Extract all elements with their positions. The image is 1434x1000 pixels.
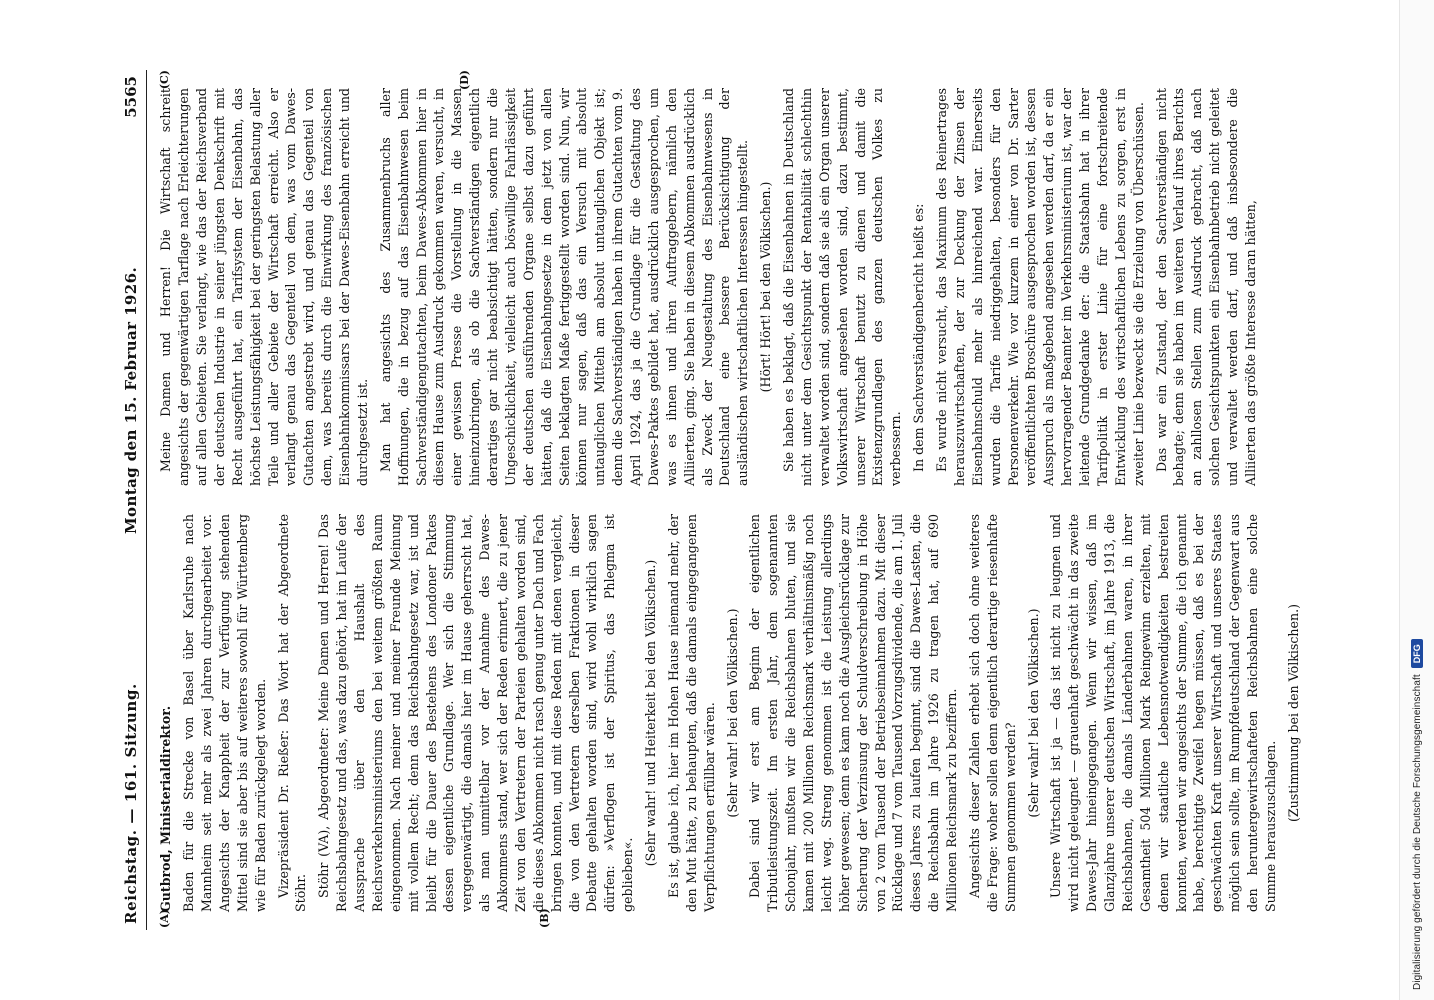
- interjection: (Sehr wahr! und Heiterkeit bei den Völkischen.): [643, 559, 659, 867]
- page-number: 5565: [122, 76, 140, 118]
- margin-marker-d: (D): [458, 70, 472, 90]
- scanned-page-area: [100, 60, 1390, 940]
- paragraph: Meine Damen und Herren! Die Wirtschaft schreit angesichts der gegenwärtigen Tarflage nach Erleichterungen auf allen Gebieten. Sie verlangt, wie das der Reichsverband der deutschen Industrie in seiner jüngsten Denkschrift mit Recht ausgeführt hat, ein Tarifsystem der Eisenbahn, das höchste Leistungsfähigkeit bei der geringsten Belastung aller Teile und aller Gebiete der Wirtschaft erreicht. Also er verlangt genau das Gegenteil von dem, was vom Dawes-Gutachten angestrebt wird, und genau das Gegenteil von dem, was bereits durch die Einwirkung des französischen Eisenbahnkommissars bei der Dawes-Eisenbahn erreicht und durchgesetzt ist.: [158, 88, 370, 486]
- interjection: (Zustimmung bei den Völkischen.): [1285, 604, 1301, 822]
- paragraph: Es ist, glaube ich, hier im Hohen Hause niemand mehr, der den Mut hätte, zu behaupten, daß die damals eingegangenen Verpflichtungen erfüllbar wären.: [665, 514, 717, 912]
- paragraph: Man hat angesichts des Zusammenbruchs aller Hoffnungen, die in bezug auf das Eisenbahnwesen beim Sachverständigengutachten, beim Dawes-Abkommen hier in diesem Hause zum Ausdruck gekommen waren, versucht, in einer gewissen Presse die Vorstellung in die Massen hineinzubringen, als ob die Sachverständigen eigentlich derartiges gar nicht beabsichtigt hätten, sondern nur die Ungeschicklichkeit, vielleicht auch böswillige Fahrlässigkeit der deutschen ausführenden Organe selbst dazu geführt hätten, daß die Eisenbahngesetze in dem jetzt von allen Seiten beklagten Maße fertiggestellt worden sind. Nun, wir können nur sagen, daß das ein Versuch mit absolut untauglichen Mitteln am absolut untauglichen Objekt ist; denn die Sachverständigen haben in ihrem Gutachten vom 9. April 1924, das ja die Grundlage für die Gestaltung des Dawes-Paktes gebildet hat, ausdrücklich ausgesprochen, um was es ihnen und ihren Auftraggebern, nämlich den Alliierten, ging. Sie haben in diesem Abkommen ausdrücklich als Zweck der Neugestaltung des Eisenbahnwesens in Deutschland eine bessere Berücksichtigung der ausländischen wirtschaftlichen Interessen hingestellt.: [377, 88, 751, 486]
- interjection: (Sehr wahr! bei den Völkischen.): [724, 608, 740, 818]
- header-date: Montag den 15. Februar 1926.: [122, 266, 140, 534]
- interjection: (Sehr wahr! bei den Völkischen.): [1025, 608, 1041, 818]
- interjection: (Hört! Hört! bei den Völkischen.): [758, 181, 774, 393]
- paragraph: Stöhr (VA), Abgeordneter: Meine Damen und Herren! Das Reichsbahngesetz und das, was dazu gehört, hat im Laufe der Aussprache über den Haushalt des Reichsverkehrsministeriums den bei weitem größten Raum eingenommen. Nach meiner und meiner Freunde Meinung mit vollem Recht; denn das Reichsbahngesetz war, ist und bleibt für die Dauer des Bestehens des Londoner Paktes dessen eigentliche Grundlage. Wer sich die Stimmung vergegenwärtigt, die damals hier im Hause geherrscht hat, als man unmittelbar vor der Annahme des Dawes-Abkommens stand, wer sich der Reden erinnert, die zu jener Zeit von den Vertretern der Parteien gehalten worden sind, die dieses Abkommen nicht rasch genug unter Dach und Fach bringen konnten, und mit diese Reden mit denen vergleicht, die von den Vertretern derselben Fraktionen in dieser Debatte gehalten worden sind, wird wohl wirklich sagen dürfen: »Verflogen ist der Spiritus, das Phlegma ist geblieben«.: [316, 514, 636, 912]
- paragraph: Dabei sind wir erst am Beginn der eigentlichen Tributleistungszeit. Im ersten Jahr, dem sogenannten Schonjahr, mußten wir die Reichsbahnen bluten, und sie kamen mit 200 Millionen Reichsmark verhältnismäßig noch leicht weg. Streng genommen ist die Leistung allerdings höher gewesen; denn es kam noch die Ausgleichsrücklage zur Sicherung der Verzinsung der Schuldverschreibung in Höhe von 2 vom Tausend der Betriebseinnahmen dazu. Mit dieser Rücklage und 7 vom Tausend Vorzugsdividende, die am 1. Juli dieses Jahres zu laufen beginnt, sind die Dawes-Lasten, die die Reichsbahn im Jahre 1926 zu tragen hat, auf 690 Millionen Reichsmark zu beziffern.: [747, 514, 960, 912]
- dfg-notice: [1402, 10, 1432, 990]
- left-column: [157, 514, 1307, 928]
- margin-marker-b: (B): [538, 908, 552, 928]
- quotation: Es wurde nicht versucht, das Maximum des Reinertrages herauszuwirtschaften, der zur Deckung der Zinsen der Eisenbahnschuld mehr als hinreichend war. Einerseits wurden die Tarife niedriggehalten, besonders für den Personenverkehr. Wie vor kurzem in einer von Dr. Sarter veröffentlichten Broschüre ausgesprochen worden ist, dessen Ausspruch als maßgebend angesehen werden darf, da er ein hervorragender Beamter im Verkehrsministerium ist, war der leitende Grundgedanke der: die Staatsbahn hat in ihrer Tarifpolitik in erster Linie für eine fortschreitende Entwicklung des wirtschaftlichen Lebens zu sorgen, erst in zweiter Linie bezweckt sie die Erzielung von Überschüssen.: [934, 88, 1146, 486]
- dfg-logo: DFG: [1411, 639, 1423, 668]
- speaker-line: Gutbrod, Ministerialdirektor.: [158, 705, 174, 912]
- funding-note: Digitalisierung gefördert durch die Deutsche Forschungsgemeinschaft: [1411, 674, 1423, 990]
- paragraph: In dem Sachverständigenbericht heißt es:: [911, 203, 927, 472]
- paragraph: Das war ein Zustand, der den Sachverständigen nicht behagte; denn sie haben im weiteren Verlauf ihres Berichts an zahllosen Stellen zum Ausdruck gebracht, daß nach solchen Gesichtspunkten ein Eisenbahnbetrieb nicht geleitet und verwaltet werden darf, und daß insbesondere die Alliierten das größte Interesse daran hätten,: [1153, 88, 1258, 486]
- paragraph: Baden für die Strecke von Basel über Karlsruhe nach Mannheim seit mehr als zwei Jahren durchgearbeitet vor. Angesichts der Knappheit der zur Verfügung stehenden Mittel sind sie aber bis auf weiteres sowohl für Württemberg wie für Baden zurückgelegt worden.: [181, 514, 268, 912]
- paragraph: Angesichts dieser Zahlen erhebt sich doch ohne weiteres die Frage: woher sollen denn eigentlich derartige riesenhafte Summen genommen werden?: [966, 514, 1018, 912]
- dfg-sidebar: [1399, 0, 1434, 1000]
- text-columns: [147, 70, 1307, 930]
- right-column: [157, 70, 1307, 486]
- header-title: Reichstag. — 161. Sitzung.: [122, 683, 140, 924]
- document-page: [115, 70, 1375, 930]
- margin-marker-a: (A): [158, 909, 172, 928]
- margin-marker-c: (C): [158, 70, 172, 90]
- page-header: [115, 70, 147, 930]
- paragraph: Unsere Wirtschaft ist ja — das ist nicht zu leugnen und wird nicht geleugnet — grauenhaft geschwächt in das zweite Dawes-Jahr hineingegangen. Wenn wir wissen, daß im Glanzjahre unserer deutschen Wirtschaft, im Jahre 1913, die Reichsbahnen, die damals Länderbahnen waren, in ihrer Gesamtheit 504 Millionen Mark Reingewinn erzielten, mit denen wir staatliche Lebensnotwendigkeiten bestreiten konnten, werden wir angesichts der Summe, die ich genannt habe, berechtigte Zweifel hegen müssen, daß es bei der geschwächten Kraft unserer Wirtschaft und unseres Staates möglich sein sollte, im Rumpfdeutschland der Gegenwart aus den heruntergewirtschafteten Reichsbahnen eine solche Summe herauszuschlagen.: [1048, 514, 1278, 912]
- paragraph: Sie haben es beklagt, daß die Eisenbahnen in Deutschland nicht unter dem Gesichtspunkt der Rentabilität schlechthin verwaltet worden sind, sondern daß sie als ein Organ unserer Volkswirtschaft angesehen worden sind, dazu bestimmt, unserer Wirtschaft benutzt zu dienen und damit die Existenzgrundlagen des ganzen deutschen Volkes zu verbessern.: [781, 88, 904, 486]
- paragraph: Vizepräsident Dr. Rießer: Das Wort hat der Abgeordnete Stöhr.: [275, 514, 309, 912]
